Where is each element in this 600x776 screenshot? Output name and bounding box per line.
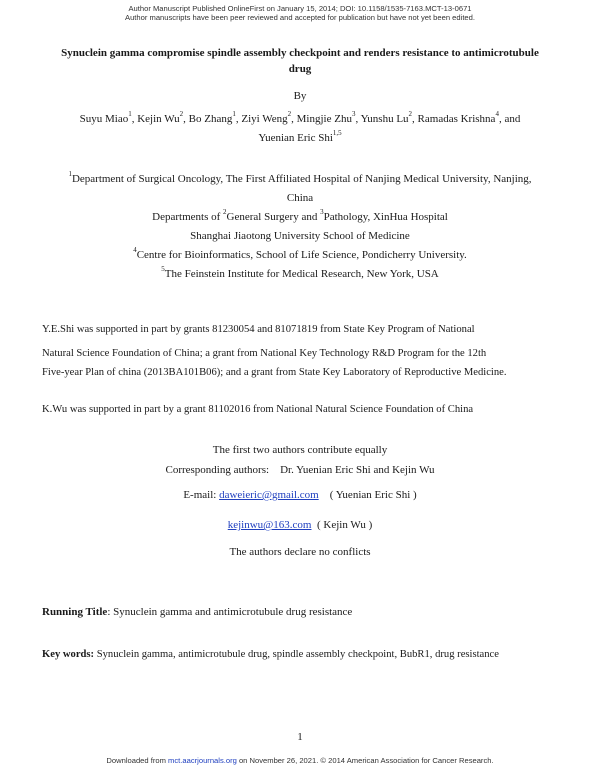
- author-separator: ,: [355, 113, 361, 125]
- author-affiliation-sup: 1: [232, 110, 236, 119]
- equal-contribution-note: The first two authors contribute equally: [212, 444, 388, 456]
- page-number: 1: [297, 731, 303, 743]
- affiliation-1-cont: China: [286, 192, 314, 204]
- title-line-1: Synuclein gamma compromise spindle assembly checkpoint and renders resistance to antimicrotubule: [61, 47, 539, 59]
- affiliation-2-3: Departments of $^2$General Surgery and $^3$Pathology, XinHua Hospital: [152, 208, 448, 223]
- affiliation-1: $^1$Department of Surgical Oncology, The First Affiliated Hospital of Nanjing Medical University, Nanjing,: [68, 170, 532, 185]
- funding-paragraph-1: [42, 318, 562, 379]
- affiliations: [50, 170, 550, 284]
- corresponding-authors: Corresponding authors: Dr. Yuenian Eric Shi and Kejin Wu: [165, 464, 435, 476]
- author-and: , and: [498, 113, 521, 125]
- author-name: Yuenian Eric Shi: [258, 132, 333, 144]
- funding-line-1: Y.E.Shi was supported in part by grants 81230054 and 81071819 from State Key Program of National: [42, 324, 475, 335]
- email-link-shi[interactable]: daweieric@gmail.com: [219, 489, 319, 501]
- author-name: Mingjie Zhu: [296, 113, 352, 125]
- author-separator: ,: [412, 113, 418, 125]
- author-separator: ,: [131, 113, 138, 125]
- conflict-statement: The authors declare no conflicts: [229, 546, 371, 558]
- affiliation-4: $^4$Centre for Bioinformatics, School of Life Science, Pondicherry University.: [133, 246, 467, 261]
- author-affiliation-sup: 1: [128, 110, 132, 119]
- header-line-1: Author Manuscript Published OnlineFirst on January 15, 2014; DOI: 10.1158/1535-7163.MCT-13-0671: [128, 4, 472, 13]
- email-line-2: kejinwu@163.com ( Kejin Wu ): [227, 519, 373, 531]
- author-name: Ramadas Krishna: [417, 113, 496, 125]
- author-affiliation-sup: 4: [495, 110, 499, 119]
- running-title: Running Title: Synuclein gamma and antimicrotubule drug resistance: [42, 606, 353, 618]
- author-affiliation-sup: 3: [351, 110, 356, 119]
- author-affiliation-sup: 2: [287, 110, 292, 119]
- author-list: [60, 110, 540, 148]
- author-affiliation-sup: 2: [179, 110, 184, 119]
- email-link-wu[interactable]: kejinwu@163.com: [227, 519, 312, 531]
- download-footer: Downloaded from mct.aacrjournals.org on November 26, 2021. © 2014 American Association for Cancer Research.: [106, 756, 494, 765]
- funding-paragraph-2: K.Wu was supported in part by a grant 81102016 from National Natural Science Foundation of China: [42, 404, 474, 415]
- paper-title: [20, 47, 580, 76]
- keywords: Key words: Synuclein gamma, antimicrotubule drug, spindle assembly checkpoint, BubR1, drug resistance: [42, 649, 499, 660]
- manuscript-header: [0, 4, 600, 22]
- author-name: Suyu Miao: [79, 113, 129, 125]
- by-label: By: [293, 90, 307, 102]
- affiliation-5: $^5$The Feinstein Institute for Medical Research, New York, USA: [161, 265, 439, 280]
- author-name: Bo Zhang: [188, 113, 233, 125]
- author-affiliation-sup: 2: [408, 110, 413, 119]
- author-name: Ziyi Weng: [241, 113, 288, 125]
- funding-line-2: Natural Science Foundation of China; a grant from National Key Technology R&D Program for the 12th: [42, 348, 487, 359]
- author-separator: ,: [235, 113, 242, 125]
- funding-line-3: Five-year Plan of china (2013BA101B06); and a grant from State Key Laboratory of Reproductive Medicine.: [42, 367, 507, 378]
- author-separator: ,: [183, 113, 189, 125]
- author-separator: ,: [291, 113, 297, 125]
- affiliation-2-line2: Shanghai Jiaotong University School of Medicine: [190, 230, 410, 242]
- journal-link[interactable]: mct.aacrjournals.org: [168, 756, 237, 765]
- author-name: Yunshu Lu: [360, 113, 409, 125]
- author-name: Kejin Wu: [137, 113, 180, 125]
- author-affiliation-sup: 1,5: [332, 129, 342, 138]
- title-line-2: drug: [288, 63, 312, 75]
- email-line-1: E-mail: daweieric@gmail.com ( Yuenian Eric Shi ): [183, 489, 417, 501]
- header-line-2: Author manuscripts have been peer reviewed and accepted for publication but have not yet been edited.: [125, 13, 475, 22]
